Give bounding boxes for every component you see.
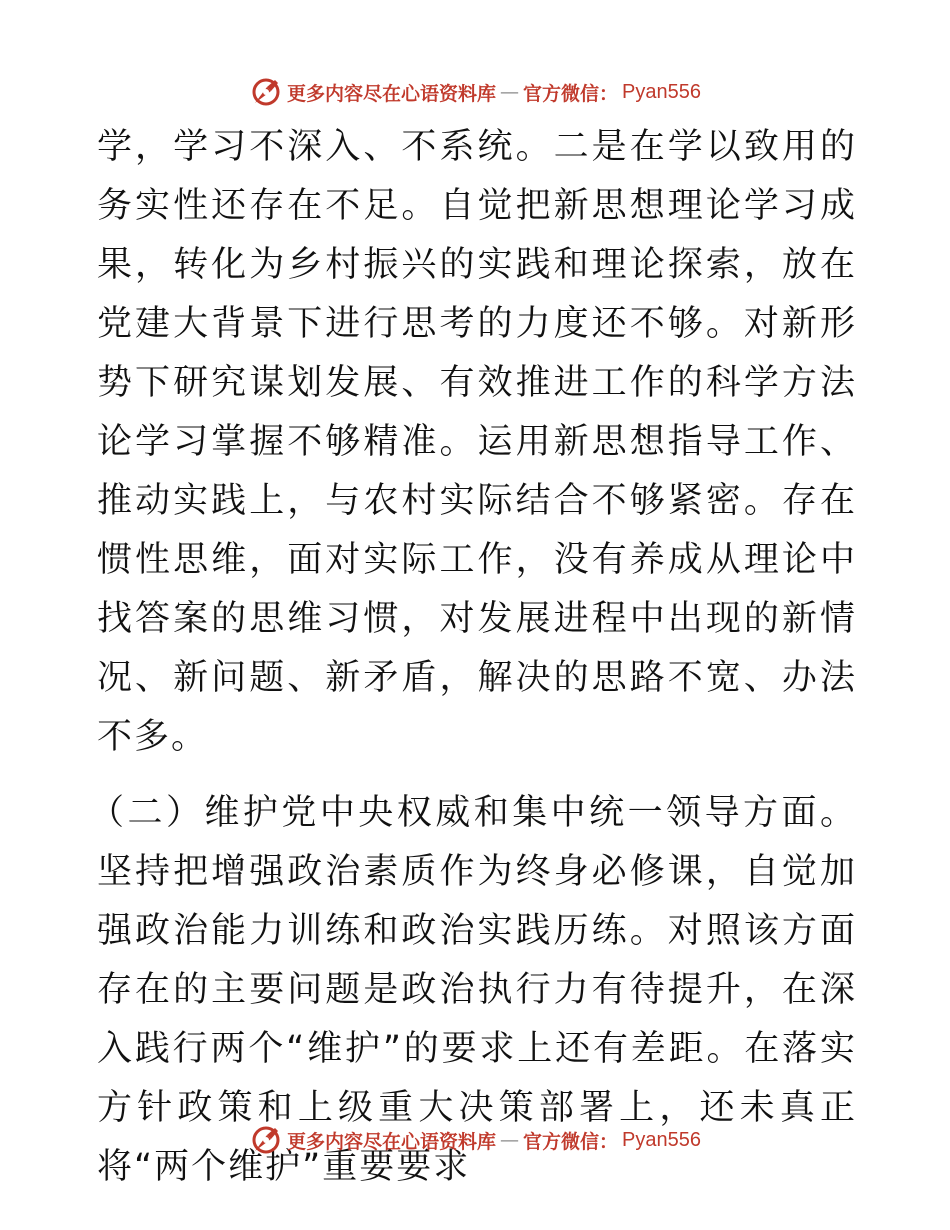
pen-nib-logo-icon [249,75,283,109]
banner-text: 更多内容尽在心语资料库 [287,82,497,105]
paragraph-1: 学，学习不深入、不系统。二是在学以致用的务实性还存在不足。自觉把新思想理论学习成果，转化为乡村振兴的实践和理论探索，放在党建大背景下进行思考的力度还不够。对新形势下研究谋划发展、有效推进工作的科学方法论学习掌握不够精准。运用新思想指导工作、推动实践上，与农村实际结合不够紧密。存在惯性思维，面对实际工作，没有养成从理论中找答案的思维习惯，对发展进程中出现的新情况、新问题、新矛盾，解决的思路不宽、办法不多。 [97,127,857,757]
paragraph-2: （二）维护党中央权威和集中统一领导方面。坚持把增强政治素质作为终身必修课，自觉加强政治能力训练和政治实践历练。对照该方面存在的主要问题是政治执行力有待提升，在深入践行两个“维护”的要求上还有差距。在落实方针政策和上级重大决策部署上，还未真正将“两个维护”重要要求 [89,793,857,1187]
banner-handle: Pyan556 [622,1128,701,1151]
banner-handle: Pyan556 [622,80,701,103]
banner-text: 更多内容尽在心语资料库 [287,1130,497,1153]
banner-suffix: 官方微信： [523,1130,619,1153]
document-body [89,118,857,1197]
banner-dash: — [500,1129,520,1151]
footer-banner [0,1120,950,1160]
banner-suffix: 官方微信： [523,82,619,105]
banner-dash: — [500,81,520,103]
header-banner [0,72,950,112]
pen-nib-logo-icon [249,1123,283,1157]
